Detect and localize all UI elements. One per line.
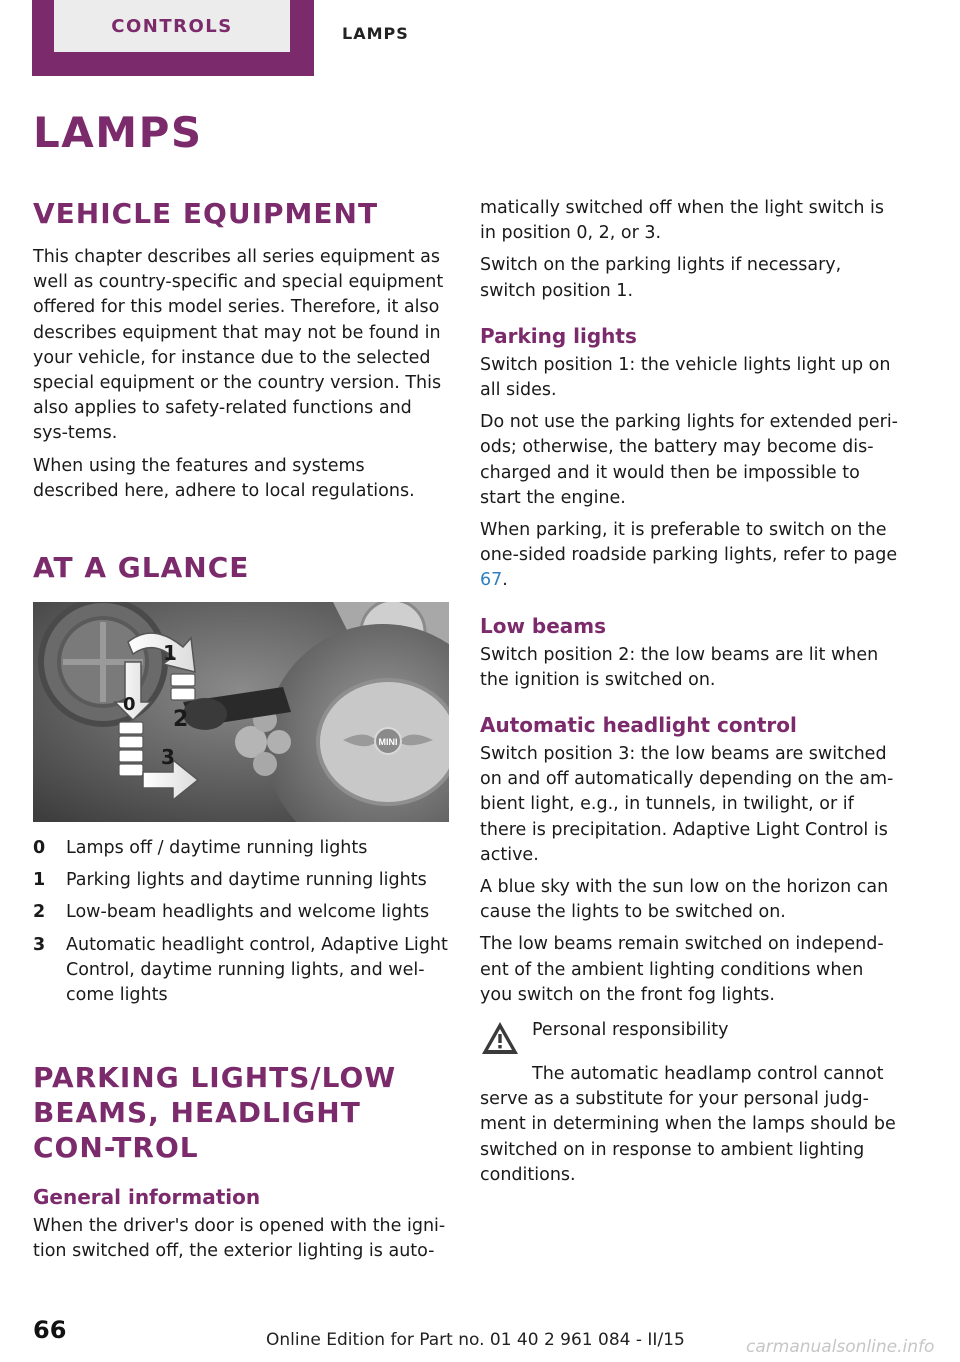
heading-parking-lights-low-beams: PARKING LIGHTS/LOW BEAMS, HEADLIGHT CON-TROL [33,1061,397,1165]
heading-at-a-glance: AT A GLANCE [33,551,250,585]
figure-label-2: 2 [173,707,189,733]
legend-number: 1 [33,870,46,891]
steering-wheel-illustration [33,602,449,822]
auto-headlight-para-2: A blue sky with the sun low on the horizon can cause the lights to be switched on. [480,877,889,923]
heading-low-beams: Low beams [480,613,607,638]
auto-headlight-para-1: Switch position 3: the low beams are switched on and off automatically depending on the am-bient light, e.g., in tunnels, in twilight, or if there is precipitation. Adaptive Light Control is active. [480,744,894,865]
warning-triangle-icon [480,1020,520,1056]
legend-text: Lamps off / daytime running lights [66,838,368,859]
parking-lights-para-1: Switch position 1: the vehicle lights light up on all sides. [480,354,891,401]
heading-automatic-headlight-control: Automatic headlight control [480,713,797,738]
legend-item [33,836,449,861]
chapter-tab-label: CONTROLS [111,15,233,37]
light-switch-figure [33,602,449,822]
parking-lights-para-2: Do not use the parking lights for extended peri-ods; otherwise, the battery may become dis-charged and it would then be impossible to start the engine. [480,412,898,508]
watermark: carmanualsonline.info [746,1337,935,1357]
page-reference-link[interactable]: 67 [480,570,503,591]
legend-text: Automatic headlight control, Adaptive Light Control, daytime running lights, and wel-come lights [66,934,448,1006]
subheading-general-information: General information [33,1185,261,1210]
legend-number: 2 [33,902,46,923]
continuation-para: matically switched off when the light switch is in position 0, 2, or 3. [480,198,884,244]
legend-text: Parking lights and daytime running lights [66,870,427,891]
figure-label-0: 0 [123,694,136,716]
chapter-tab[interactable] [54,0,290,52]
auto-headlight-para-3: The low beams remain switched on independ-ent of the ambient lighting conditions when you switch on the front fog lights. [480,934,884,1005]
legend-item [33,933,449,1009]
heading-parking-lights: Parking lights [480,323,637,348]
right-column [480,196,900,1188]
warning-text: The automatic headlamp control cannot serve as a substitute for your personal judg-ment in determining when the lamps should be switched on in response to ambient lighting conditions. [480,1064,896,1185]
figure-legend [33,836,449,1008]
parking-lights-para-3 [480,518,900,594]
vehicle-equipment-para-1: This chapter describes all series equipment as well as country-specific and special equipment offered for this model series. Therefore, it also describes equipment that may not be found in your vehicle, for instance due to the selected special equipment or the country version. This also applies to safety-related functions and sys-tems. [33,247,444,444]
legend-item [33,868,449,893]
edition-info: Online Edition for Part no. 01 40 2 961 084 - II/15 [266,1330,685,1350]
figure-label-3: 3 [161,745,175,770]
legend-number: 3 [33,934,46,955]
legend-text: Low-beam headlights and welcome lights [66,902,430,923]
heading-vehicle-equipment: VEHICLE EQUIPMENT [33,197,379,230]
warning-title: Personal responsibility [532,1020,729,1041]
vehicle-equipment-para-2: When using the features and systems described here, adhere to local regulations. [33,455,415,501]
parking-lights-para-3-text: When parking, it is preferable to switch on the one-sided roadside parking lights, refer to page [480,520,898,566]
section-label: LAMPS [342,24,409,43]
left-column [33,196,449,1265]
general-information-para: When the driver's door is opened with the igni-tion switched off, the exterior lighting is auto- [33,1216,446,1262]
page-number: 66 [33,1316,67,1344]
parking-lights-para-3-end: . [502,570,508,591]
legend-number: 0 [33,838,46,859]
figure-logo-text: MINI [378,737,398,748]
page-title: LAMPS [33,108,203,157]
figure-label-1: 1 [163,641,177,666]
warning-note [480,1018,900,1056]
legend-item [33,900,449,925]
continuation-para-2: Switch on the parking lights if necessary, switch position 1. [480,255,842,301]
low-beams-para: Switch position 2: the low beams are lit when the ignition is switched on. [480,644,879,690]
